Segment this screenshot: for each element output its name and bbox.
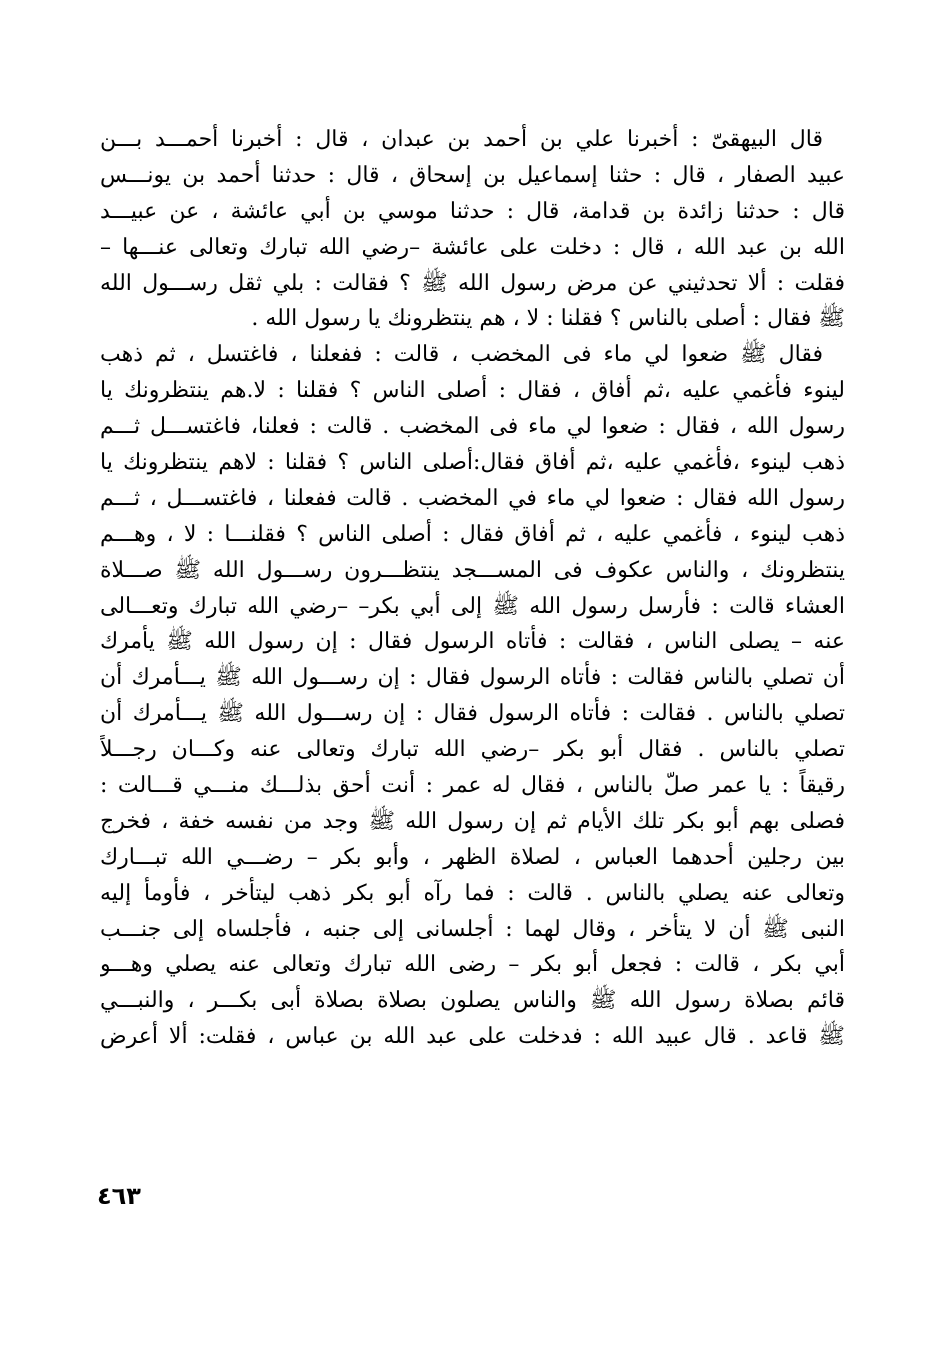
text-line: الله بن عبد الله ، قال : دخلت على عائشة –رضي الله تبارك وتعالى عنـــها –: [100, 234, 845, 260]
page-number: ٤٦٣: [97, 1182, 141, 1210]
text-line: فقلت : ألا تحدثيني عن مرض رسول الله ﷺ ؟ فقالت : بلي ثقل رســـول الله: [100, 270, 845, 296]
text-line: قال : حدثنا زائدة بن قدامة، قال : حدثنا موسي بن أبي عائشة ، عن عبيـــد: [100, 198, 845, 224]
text-line: وتعالى عنه يصلي بالناس . قالت : فما رآه أبو بكر ذهب ليتأخر ، فأومأ إليه: [100, 880, 845, 906]
text-line: قال البيهقىّ : أخبرنا علي بن أحمد بن عبدان ، قال : أخبرنا أحمـــد بـــن: [100, 127, 823, 152]
text-line: تصلي بالناس . فقالت : فأتاه الرسول فقال : إن رســـول الله ﷺ يـــأمرك أن: [100, 701, 845, 727]
text-line: لينوء فأغمي عليه ،ثم أفاق ، فقال : أصلى الناس ؟ فقلنا : لا.هم ينتظرونك يا: [100, 378, 845, 404]
text-line: أبي بكر ، قالت : فجعل أبو بكر – رضى الله تبارك وتعالى عنه يصلي وهـــو: [100, 952, 845, 978]
text-line: ذهب لينوء ،فأغمي عليه ،ثم أفاق فقال:أصلى الناس ؟ فقلنا : لاهم ينتظرونك يا: [100, 450, 845, 476]
text-line: رقيقاً : يا عمر صلّ بالناس ، فقال له عمر : أنت أحق بذلـــك منـــي قـــالت :: [100, 773, 845, 799]
text-line: أن تصلي بالناس فقالت : فأتاه الرسول فقال : إن رســـول الله ﷺ يـــأمرك أن: [100, 665, 845, 691]
text-line: ﷺ قاعد . قال عبيد الله : فدخلت على عبد الله بن عباس ، فقلت: ألا أعرض: [100, 1024, 845, 1050]
text-line: تصلي بالناس . فقال أبو بكر –رضي الله تبارك وتعالى عنه وكـــان رجـــلاً: [100, 737, 845, 763]
text-line: ﷺ فقال : أصلى بالناس ؟ فقلنا : لا ، هم ينتظرونك يا رسول الله .: [251, 306, 845, 332]
text-line: فقال ﷺ ضعوا لي ماء فى المخضب ، قالت : ففعلنا ، فاغتسل ، ثم ذهب: [100, 342, 823, 368]
text-line: قائم بصلاة رسول الله ﷺ والناس يصلون بصلاة بصلاة أبى بكـــر ، والنبـــي: [100, 988, 845, 1014]
text-line: رسول الله ، فقال : ضعوا لي ماء فى المخضب . قالت : فعلنا، فاغتســـل ثـــم: [100, 414, 845, 440]
body-text: [100, 122, 845, 1055]
text-line: عنه – يصلى الناس ، فقالت : فأتاه الرسول فقال : إن رسول الله ﷺ يأمرك: [100, 629, 845, 655]
text-line: النبى ﷺ أن لا يتأخر ، وقال لهما : أجلسانى إلى جنبه ، فأجلساه إلى جنـــب: [100, 916, 845, 942]
text-line: ينتظرونك ، والناس عكوف فى المســـجد ينتظـــرون رســـول الله ﷺ صـــلاة: [100, 557, 845, 583]
text-line: العشاء قالت : فأرسل رسول الله ﷺ إلى أبي بكر– –رضي الله تبارك وتعـــالى: [100, 593, 845, 619]
text-line: ذهب لينوء ، فأغمي عليه ، ثم أفاق فقال : أصلى الناس ؟ فقلنـــا : لا ، وهـــم: [100, 521, 845, 547]
text-line: عبيد الصفار ، قال : حثنا إسماعيل بن إسحاق ، قال : حدثنا أحمد بن يونـــس: [100, 162, 845, 188]
text-line: بين رجلين أحدهما العباس ، لصلاة الظهر ، وأبو بكر – رضـــي الله تبـــارك: [100, 844, 845, 870]
text-line: رسول الله فقال : ضعوا لي ماء في المخضب . قالت ففعلنا ، فاغتســـل ، ثـــم: [100, 485, 845, 511]
text-line: فصلى بهم أبو بكر تلك الأيام ثم إن رسول الله ﷺ وجد من نفسه خفة ، فخرج: [100, 808, 845, 834]
